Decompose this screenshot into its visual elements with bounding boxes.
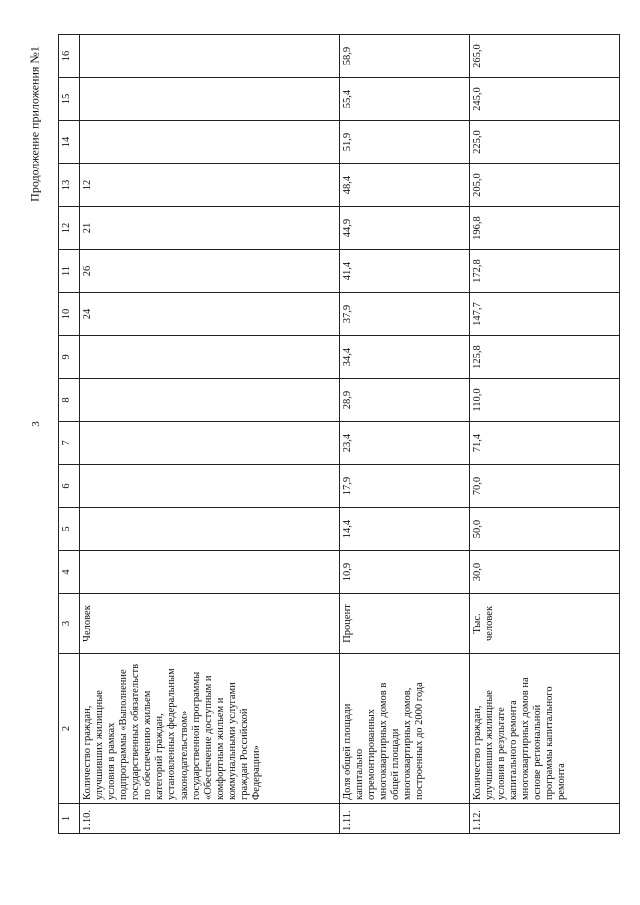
value-cell: 51,9 (340, 121, 470, 164)
value-cell (80, 336, 340, 379)
value-cell: 70,0 (470, 465, 620, 508)
column-header-10: 10 (59, 293, 80, 336)
indicators-table (58, 34, 620, 834)
value-cell: 34,4 (340, 336, 470, 379)
value-cell: 50,0 (470, 508, 620, 551)
column-header-11: 11 (59, 250, 80, 293)
value-cell (80, 121, 340, 164)
row-description: Доля общей площади капитально отремонтированных многоквартирных домов в общей площади многоквартирных домов, построенных до 2000 года (340, 654, 470, 804)
value-cell: 71,4 (470, 422, 620, 465)
value-cell: 110,0 (470, 379, 620, 422)
value-cell (80, 379, 340, 422)
value-cell: 147,7 (470, 293, 620, 336)
column-header-7: 7 (59, 422, 80, 465)
value-cell: 14,4 (340, 508, 470, 551)
row-description: Количество граждан, улучшивших жилищные условия в рамках подпрограммы «Выполнение государственных обязательств по обеспечению жильем категорий граждан, установленных федеральным законодательством» государственной программы «Обеспечение доступным и комфортным жильем и коммунальными услугами граждан Российской Федерации» (80, 654, 340, 804)
column-header-9: 9 (59, 336, 80, 379)
value-cell (80, 78, 340, 121)
value-cell (80, 508, 340, 551)
column-header-1: 1 (59, 804, 80, 834)
value-cell: 245,0 (470, 78, 620, 121)
column-header-13: 13 (59, 164, 80, 207)
table-row (80, 35, 340, 834)
header-row (59, 35, 80, 834)
column-header-8: 8 (59, 379, 80, 422)
column-header-16: 16 (59, 35, 80, 78)
value-cell (80, 465, 340, 508)
value-cell (80, 551, 340, 594)
row-index: 1.11. (340, 804, 470, 834)
row-unit: Человек (80, 594, 340, 654)
column-header-15: 15 (59, 78, 80, 121)
value-cell: 205,0 (470, 164, 620, 207)
page-number: 3 (30, 421, 42, 427)
table-row (340, 35, 470, 834)
row-unit: Процент (340, 594, 470, 654)
value-cell: 23,4 (340, 422, 470, 465)
value-cell: 30,0 (470, 551, 620, 594)
value-cell (80, 422, 340, 465)
value-cell: 28,9 (340, 379, 470, 422)
data-table-wrapper (58, 34, 602, 834)
value-cell: 44,9 (340, 207, 470, 250)
value-cell: 17,9 (340, 465, 470, 508)
value-cell (80, 35, 340, 78)
row-unit: Тыс. человек (470, 594, 620, 654)
column-header-2: 2 (59, 654, 80, 804)
value-cell: 55,4 (340, 78, 470, 121)
value-cell: 41,4 (340, 250, 470, 293)
row-description: Количество граждан, улучшивших жилищные условия в результате капитального ремонта многоквартирных домов на основе региональной программы капитального ремонта (470, 654, 620, 804)
value-cell: 265,0 (470, 35, 620, 78)
row-index: 1.10. (80, 804, 340, 834)
value-cell: 58,9 (340, 35, 470, 78)
value-cell: 37,9 (340, 293, 470, 336)
value-cell: 196,8 (470, 207, 620, 250)
row-index: 1.12. (470, 804, 620, 834)
column-header-3: 3 (59, 594, 80, 654)
column-header-6: 6 (59, 465, 80, 508)
value-cell: 24 (80, 293, 340, 336)
column-header-14: 14 (59, 121, 80, 164)
value-cell: 26 (80, 250, 340, 293)
column-header-4: 4 (59, 551, 80, 594)
value-cell: 172,8 (470, 250, 620, 293)
table-row (470, 35, 620, 834)
value-cell: 48,4 (340, 164, 470, 207)
appendix-caption: Продолжение приложения №1 (27, 46, 42, 202)
value-cell: 21 (80, 207, 340, 250)
value-cell: 225,0 (470, 121, 620, 164)
column-header-5: 5 (59, 508, 80, 551)
value-cell: 10,9 (340, 551, 470, 594)
column-header-12: 12 (59, 207, 80, 250)
value-cell: 12 (80, 164, 340, 207)
value-cell: 125,8 (470, 336, 620, 379)
